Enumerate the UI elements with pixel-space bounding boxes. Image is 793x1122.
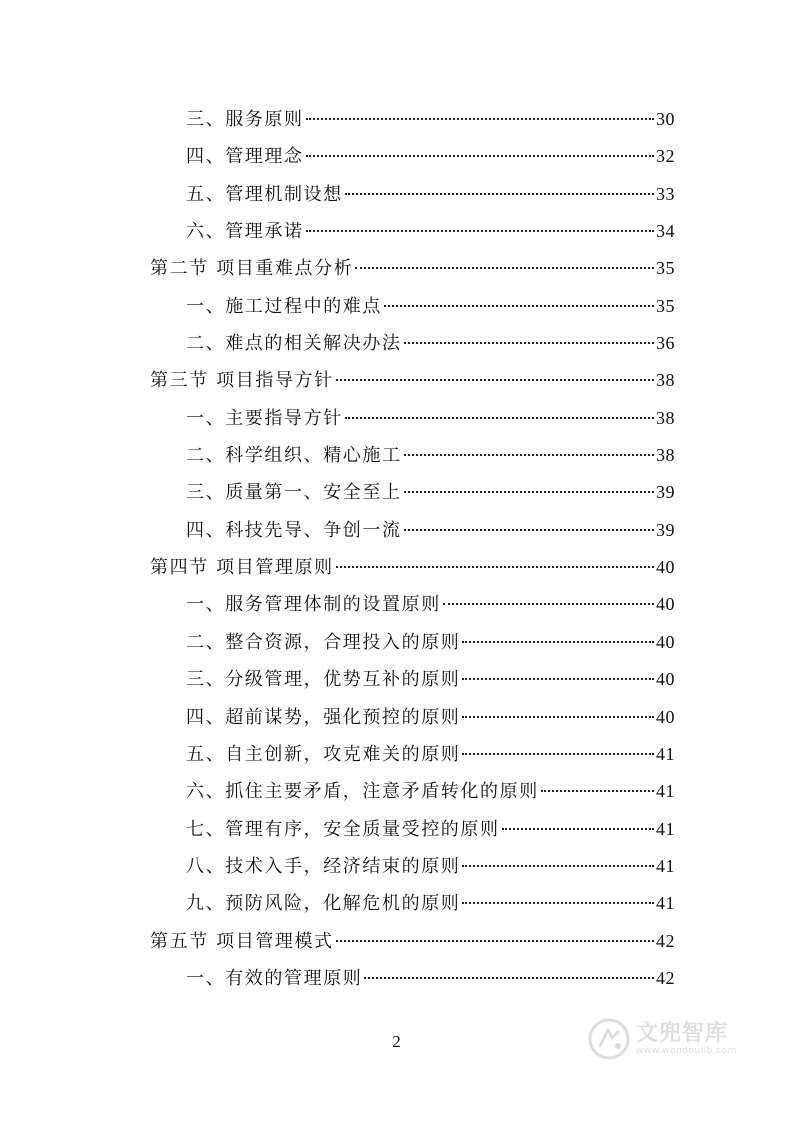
toc-dot-leader xyxy=(541,790,654,792)
toc-entry-page: 35 xyxy=(656,258,675,279)
toc-dot-leader xyxy=(336,940,654,942)
toc-entry-page: 30 xyxy=(656,109,675,129)
toc-entry-title: 八、技术入手，经济结束的原则 xyxy=(186,855,461,877)
toc-entry-page: 41 xyxy=(656,743,675,764)
toc-entry-page: 33 xyxy=(656,183,675,204)
toc-subsection-row[interactable] xyxy=(150,624,675,661)
toc-dot-leader xyxy=(404,454,654,456)
toc-entry-title: 四、科技先导、争创一流 xyxy=(186,519,402,541)
toc-entry-page: 40 xyxy=(656,706,675,727)
toc-entry-page: 38 xyxy=(656,445,675,466)
toc-dot-leader xyxy=(355,267,654,269)
toc-entry-title: 第五节 项目管理模式 xyxy=(150,930,334,952)
toc-dot-leader xyxy=(462,716,654,718)
toc-entry-page: 39 xyxy=(656,482,675,503)
toc-entry-title: 二、科学组织、精心施工 xyxy=(186,445,402,467)
table-of-contents xyxy=(150,101,675,997)
watermark-url: www.wendoulib.com xyxy=(636,1045,737,1056)
toc-entry-title: 五、管理机制设想 xyxy=(186,183,343,205)
toc-entry-title: 九、预防风险，化解危机的原则 xyxy=(186,893,461,915)
toc-entry-page: 41 xyxy=(656,855,675,876)
toc-entry-page: 42 xyxy=(656,967,675,988)
toc-entry-page: 39 xyxy=(656,519,675,540)
toc-subsection-row[interactable] xyxy=(150,101,675,138)
toc-entry-title: 一、服务管理体制的设置原则 xyxy=(186,594,441,616)
toc-entry-page: 41 xyxy=(656,781,675,802)
toc-entry-page: 40 xyxy=(656,631,675,652)
toc-subsection-row[interactable] xyxy=(150,437,675,474)
watermark xyxy=(588,1018,737,1060)
toc-dot-leader xyxy=(443,603,654,605)
toc-entry-title: 六、抓住主要矛盾，注意矛盾转化的原则 xyxy=(186,781,539,803)
toc-entry-title: 第二节 项目重难点分析 xyxy=(150,258,354,280)
toc-entry-title: 四、超前谋势，强化预控的原则 xyxy=(186,706,461,728)
toc-dot-leader xyxy=(336,379,654,381)
toc-subsection-row[interactable] xyxy=(150,885,675,922)
toc-dot-leader xyxy=(404,491,654,493)
toc-entry-page: 40 xyxy=(656,557,675,578)
toc-entry-title: 第三节 项目指导方针 xyxy=(150,370,334,392)
toc-dot-leader xyxy=(462,641,654,643)
toc-section-row[interactable] xyxy=(150,362,675,399)
toc-entry-title: 三、服务原则 xyxy=(186,109,304,130)
toc-dot-leader xyxy=(345,417,654,419)
watermark-name: 文兜智库 xyxy=(636,1020,729,1046)
toc-subsection-row[interactable] xyxy=(150,586,675,623)
toc-dot-leader xyxy=(462,678,654,680)
toc-entry-page: 40 xyxy=(656,594,675,615)
toc-entry-title: 一、主要指导方针 xyxy=(186,407,343,429)
toc-entry-title: 一、施工过程中的难点 xyxy=(186,295,382,317)
toc-subsection-row[interactable] xyxy=(150,325,675,362)
toc-dot-leader xyxy=(336,566,654,568)
toc-dot-leader xyxy=(502,828,654,830)
toc-section-row[interactable] xyxy=(150,549,675,586)
toc-entry-title: 三、质量第一、安全至上 xyxy=(186,482,402,504)
toc-entry-title: 六、管理承诺 xyxy=(186,221,304,243)
toc-dot-leader xyxy=(306,155,654,157)
wenku-logo-icon xyxy=(588,1018,630,1060)
toc-dot-leader xyxy=(462,865,654,867)
toc-dot-leader xyxy=(384,305,654,307)
toc-dot-leader xyxy=(462,902,654,904)
toc-subsection-row[interactable] xyxy=(150,960,675,997)
toc-entry-page: 42 xyxy=(656,930,675,951)
toc-entry-page: 40 xyxy=(656,669,675,690)
toc-dot-leader xyxy=(364,977,654,979)
toc-subsection-row[interactable] xyxy=(150,773,675,810)
toc-entry-page: 34 xyxy=(656,221,675,242)
toc-entry-title: 三、分级管理，优势互补的原则 xyxy=(186,669,461,691)
toc-entry-page: 38 xyxy=(656,370,675,391)
toc-subsection-row[interactable] xyxy=(150,512,675,549)
toc-entry-page: 36 xyxy=(656,333,675,354)
toc-entry-title: 一、有效的管理原则 xyxy=(186,967,363,989)
toc-entry-page: 41 xyxy=(656,893,675,914)
toc-section-row[interactable] xyxy=(150,923,675,960)
toc-dot-leader xyxy=(404,529,654,531)
toc-subsection-row[interactable] xyxy=(150,811,675,848)
toc-dot-leader xyxy=(404,342,654,344)
toc-subsection-row[interactable] xyxy=(150,474,675,511)
toc-entry-title: 五、自主创新，攻克难关的原则 xyxy=(186,743,461,765)
toc-subsection-row[interactable] xyxy=(150,661,675,698)
page-number: 2 xyxy=(392,1032,401,1051)
toc-subsection-row[interactable] xyxy=(150,736,675,773)
toc-entry-title: 二、难点的相关解决办法 xyxy=(186,333,402,355)
toc-entry-title: 四、管理理念 xyxy=(186,146,304,168)
toc-subsection-row[interactable] xyxy=(150,176,675,213)
toc-dot-leader xyxy=(306,230,654,232)
toc-entry-title: 第四节 项目管理原则 xyxy=(150,557,334,579)
toc-section-row[interactable] xyxy=(150,250,675,287)
toc-subsection-row[interactable] xyxy=(150,699,675,736)
toc-subsection-row[interactable] xyxy=(150,400,675,437)
toc-dot-leader xyxy=(345,193,654,195)
toc-subsection-row[interactable] xyxy=(150,848,675,885)
toc-entry-title: 七、管理有序，安全质量受控的原则 xyxy=(186,818,500,840)
toc-entry-page: 41 xyxy=(656,818,675,839)
toc-subsection-row[interactable] xyxy=(150,288,675,325)
toc-dot-leader xyxy=(462,753,654,755)
toc-dot-leader xyxy=(306,118,654,120)
toc-entry-page: 38 xyxy=(656,407,675,428)
toc-subsection-row[interactable] xyxy=(150,138,675,175)
toc-entry-page: 35 xyxy=(656,295,675,316)
toc-entry-title: 二、整合资源，合理投入的原则 xyxy=(186,631,461,653)
toc-entry-page: 32 xyxy=(656,146,675,167)
toc-subsection-row[interactable] xyxy=(150,213,675,250)
